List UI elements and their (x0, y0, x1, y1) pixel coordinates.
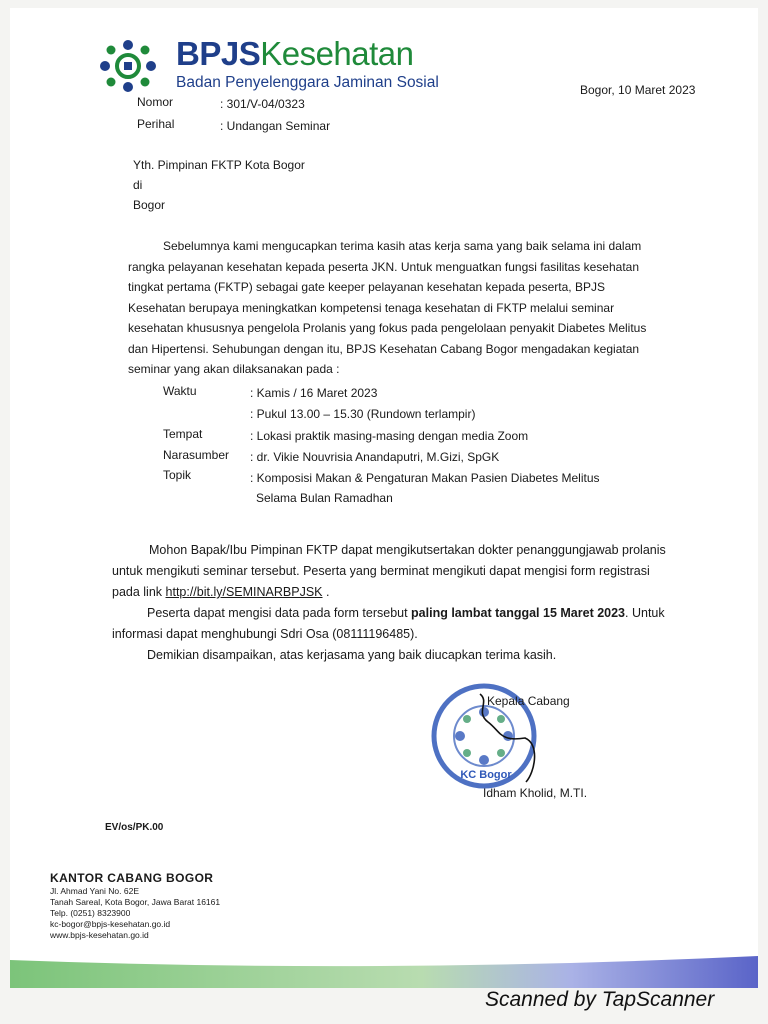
closing-paragraph (112, 540, 704, 666)
recipient-line: Yth. Pimpinan FKTP Kota Bogor (133, 158, 305, 172)
body-line: rangka pelayanan kesehatan kepada peserta JKN. Untuk menguatkan fungsi fasilitas kesehatan (128, 259, 639, 274)
body-line: seminar yang akan dilaksanakan pada : (128, 362, 340, 376)
perihal-label: Perihal (137, 117, 175, 131)
perihal-value: : Undangan Seminar (220, 119, 331, 133)
office-address (50, 886, 220, 941)
stamp-text: KC Bogor (460, 769, 512, 781)
letterhead-subtitle: Badan Penyelenggara Jaminan Sosial (176, 74, 439, 91)
tempat-label: Tempat (163, 427, 203, 441)
office-line: Jl. Ahmad Yani No. 62E (50, 886, 139, 896)
tempat-value: : Lokasi praktik masing-masing dengan media Zoom (250, 429, 529, 443)
deadline-text: paling lambat tanggal 15 Maret 2023 (411, 606, 626, 620)
body-line: tingkat pertama (FKTP) sebagai gate keeper pelayanan kesehatan kepada peserta, BPJS (128, 280, 605, 294)
signatory-name: Idham Kholid, M.TI. (483, 786, 588, 800)
closing-line: Demikian disampaikan, atas kerjasama yang baik diucapkan terima kasih. (147, 648, 557, 662)
waktu-label: Waktu (163, 384, 197, 398)
recipient-city: Bogor (133, 198, 166, 212)
office-email: kc-bogor@bpjs-kesehatan.go.id (50, 919, 171, 929)
body-line: dan Hipertensi. Sehubungan dengan itu, BPJS Kesehatan Cabang Bogor mengadakan kegiatan (128, 341, 640, 356)
closing-line: pada link http://bit.ly/SEMINARBPJSK . (112, 585, 330, 599)
nomor-value: : 301/V-04/0323 (220, 97, 305, 111)
body-line: Kesehatan berupaya meningkatkan kompetensi tenaga kesehatan di FKTP melalui seminar (128, 300, 615, 315)
nomor-label: Nomor (137, 95, 174, 109)
topik-value: : Komposisi Makan & Pengaturan Makan Pasien Diabetes Melitus (250, 471, 600, 485)
office-name: KANTOR CABANG BOGOR (50, 871, 214, 885)
topik-value-cont: Selama Bulan Ramadhan (256, 491, 393, 505)
letter-date: Bogor, 10 Maret 2023 (580, 83, 696, 97)
narasumber-value: : dr. Vikie Nouvrisia Anandaputri, M.Gizi, SpGK (250, 450, 500, 464)
signature-title: Kepala Cabang (487, 694, 570, 708)
waktu-time: : Pukul 13.00 – 15.30 (Rundown terlampir) (250, 407, 476, 421)
office-line: Tanah Sareal, Kota Bogor, Jawa Barat 16161 (50, 897, 221, 907)
bpjs-logo-icon (98, 38, 158, 94)
registration-link[interactable]: http://bit.ly/SEMINARBPJSK (165, 585, 323, 599)
scanner-watermark: Scanned by TapScanner (485, 988, 715, 1011)
document-code: EV/os/PK.00 (105, 822, 164, 833)
waktu-value: : Kamis / 16 Maret 2023 (250, 386, 378, 400)
topik-label: Topik (163, 468, 192, 482)
narasumber-label: Narasumber (163, 448, 230, 462)
recipient-line: di (133, 178, 143, 192)
closing-line: Peserta dapat mengisi data pada form tersebut paling lambat tanggal 15 Maret 2023. Untuk (147, 606, 665, 620)
body-paragraph (128, 236, 703, 380)
letterhead-title: BPJSKesehatan (176, 35, 414, 72)
closing-line: Mohon Bapak/Ibu Pimpinan FKTP dapat mengikutsertakan dokter penanggungjawab prolanis (149, 543, 666, 557)
office-line: Telp. (0251) 8323900 (50, 908, 131, 918)
office-website: www.bpjs-kesehatan.go.id (50, 930, 149, 940)
closing-line: untuk mengikuti seminar tersebut. Peserta yang berminat mengikuti dapat mengisi form registrasi (112, 564, 650, 578)
body-line: kesehatan khususnya pengelola Prolanis yang fokus pada pengelolaan penyakit Diabetes Melitus (128, 321, 647, 335)
footer-band (10, 952, 758, 988)
closing-line: informasi dapat menghubungi Sdri Osa (08111196485). (112, 627, 418, 641)
body-line: Sebelumnya kami mengucapkan terima kasih atas kerja sama yang baik selama ini dalam (163, 239, 642, 253)
